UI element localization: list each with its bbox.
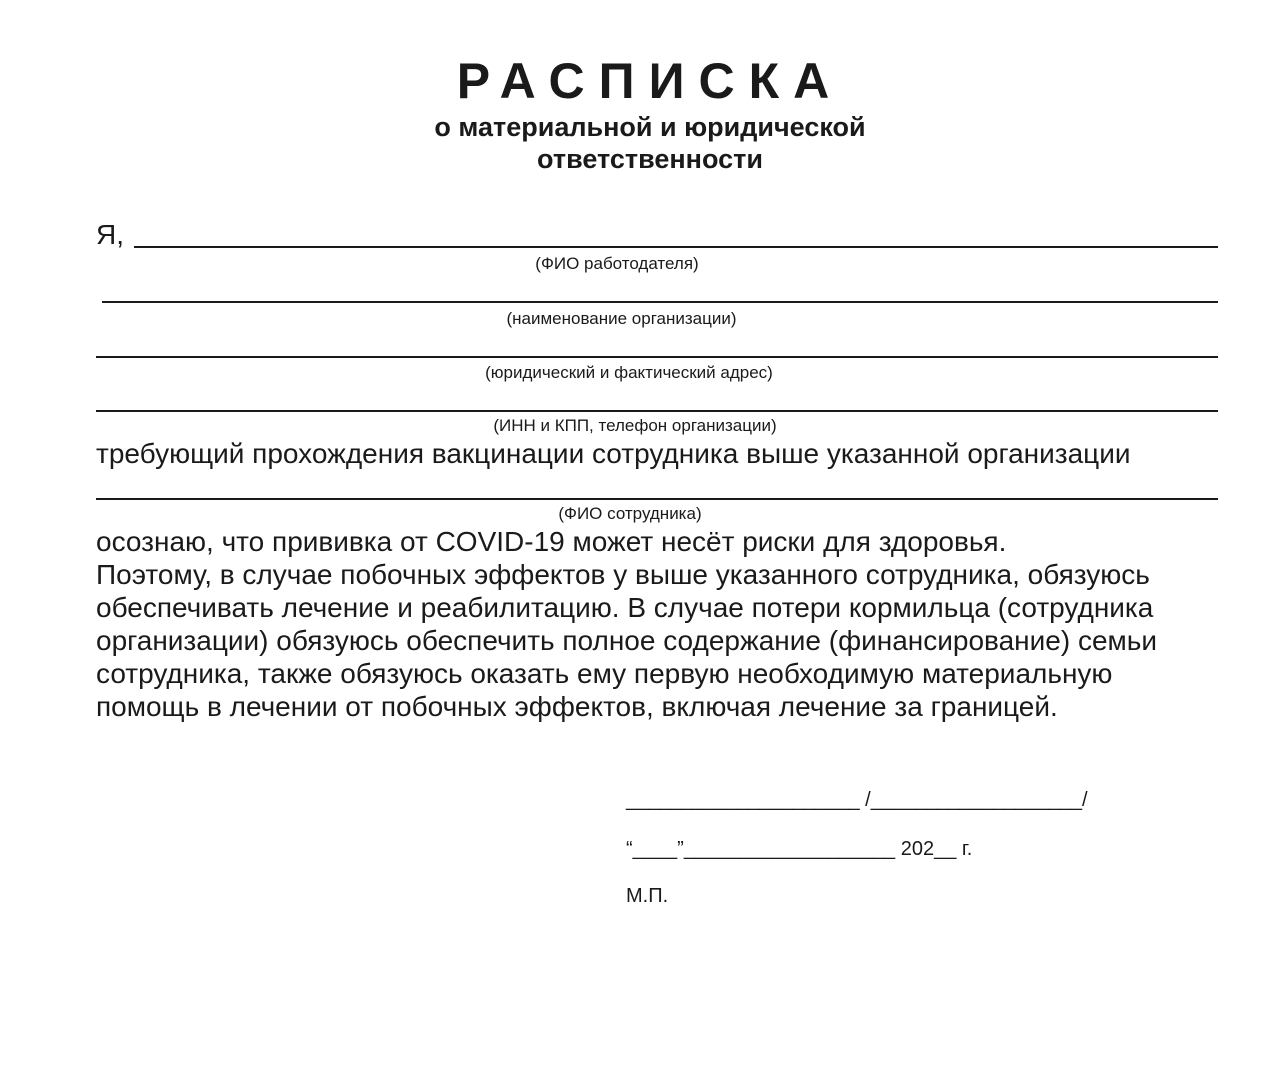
body-line-6: помощь в лечении от побочных эффектов, включая лечение за границей. xyxy=(96,691,1058,722)
employer-name-caption: (ФИО работодателя) xyxy=(535,254,699,273)
body-line-1: осознаю, что прививка от COVID-19 может несёт риски для здоровья. xyxy=(96,526,1007,557)
employee-name-caption: (ФИО сотрудника) xyxy=(558,504,702,523)
organization-name-field[interactable] xyxy=(102,301,1218,303)
body-line-2: Поэтому, в случае побочных эффектов у выше указанного сотрудника, обязуюсь xyxy=(96,559,1150,590)
date-line[interactable]: “____”___________________ 202__ г. xyxy=(626,838,973,860)
organization-address-field[interactable] xyxy=(96,356,1218,358)
stamp-place-label: М.П. xyxy=(626,885,669,907)
employee-name-field[interactable] xyxy=(96,498,1218,500)
body-line-4: организации) обязуюсь обеспечить полное содержание (финансирование) семьи xyxy=(96,625,1157,656)
ya-label: Я, xyxy=(96,219,124,250)
organization-inn-field[interactable] xyxy=(96,410,1218,412)
body-line-5: сотрудника, также обязуюсь оказать ему первую необходимую материальную xyxy=(96,658,1113,689)
body-line-3: обеспечивать лечение и реабилитацию. В случае потери кормильца (сотрудника xyxy=(96,592,1154,623)
signature-line[interactable]: _____________________ /___________________/ xyxy=(626,789,1088,811)
organization-name-caption: (наименование организации) xyxy=(506,309,737,328)
document-subtitle-line-1: о материальной и юридической xyxy=(434,112,866,142)
document-title: РАСПИСКА xyxy=(456,53,844,109)
document-subtitle-line-2: ответственности xyxy=(537,144,763,174)
employer-name-field[interactable] xyxy=(134,246,1218,248)
organization-inn-caption: (ИНН и КПП, телефон организации) xyxy=(493,416,777,435)
organization-address-caption: (юридический и фактический адрес) xyxy=(485,363,773,382)
requiring-vaccination-text: требующий прохождения вакцинации сотрудника выше указанной организации xyxy=(96,438,1131,469)
